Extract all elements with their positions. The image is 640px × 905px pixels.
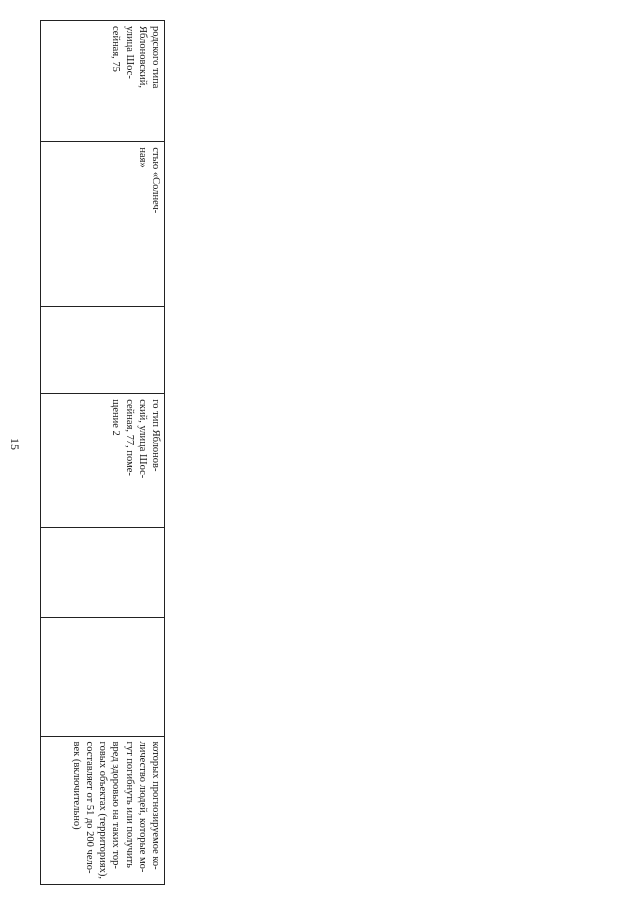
table-cell-empty [41,618,164,737]
table-cell-empty [41,528,164,618]
cell-line: век (включительно) [70,741,82,830]
cell-line: го тип Яблонов- [150,399,161,472]
cell-line: которых прогнозируемое ко- [150,741,161,870]
address-table [40,20,165,885]
cell-line: сейная, 75 [110,26,122,72]
cell-line: ский, улица Шос- [136,399,148,479]
cell-line: стью «Солнеч- [150,147,161,214]
cell-line: вред здоровью на таких тор- [110,741,122,869]
cell-line: Яблоновский, [136,26,148,88]
cell-line: гут погибнуть или получить [123,741,135,868]
cell-line: сейная, 77, поме- [123,399,135,476]
table-cell-empty [41,307,164,394]
cell-line: щение 2 [110,399,122,436]
cell-line: улица Шос- [123,26,135,79]
rotated-page-content [40,20,165,885]
cell-line: говых объектах (территориях), [97,741,109,880]
table-cell-address [41,21,164,142]
cell-line: родского типа [150,26,161,89]
table-cell-organization [41,142,164,307]
cell-line: составляет от 51 до 200 чело- [83,741,95,874]
table-cell-category [41,737,164,884]
table-cell-location [41,394,164,528]
cell-line: личество людей, которые мо- [136,741,148,873]
page-number: 15 [8,438,22,450]
cell-line: ная» [136,147,148,168]
